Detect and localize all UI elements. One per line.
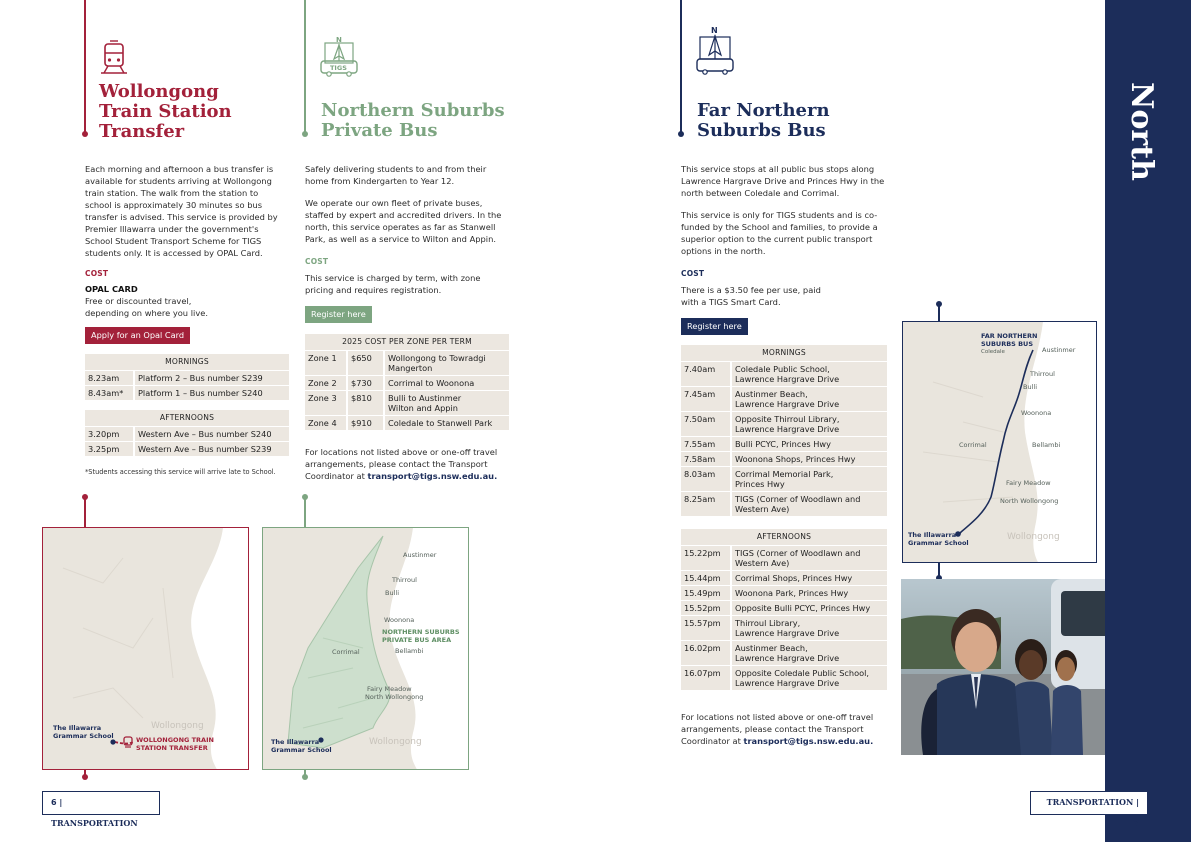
col3-cost-text: There is a $3.50 fee per use, paid with a TIGS Smart Card. <box>681 285 821 307</box>
col1-timeline-dot <box>82 131 88 137</box>
col2-paragraph-1: Safely delivering students to and from their home from Kindergarten to Year 12. <box>305 164 487 186</box>
northern-suburbs-map <box>262 527 469 770</box>
col1-timeline-top <box>84 0 86 133</box>
col1-title <box>99 82 232 142</box>
desc-cell: Western Ave – Bus number S240 <box>133 427 289 441</box>
table-row <box>681 412 887 436</box>
zone-cell: Zone 2 <box>305 376 346 390</box>
map-place-label: Bellambi <box>1032 441 1061 449</box>
map-land <box>263 528 469 770</box>
price-cell: $730 <box>346 376 383 390</box>
map-place-label: North Wollongong <box>365 693 424 701</box>
time-cell: 8.25am <box>681 492 730 516</box>
register-here-button[interactable]: Register here <box>681 318 748 335</box>
col2-map-connector-dot <box>302 494 308 500</box>
map-place-label: Austinmer <box>1042 346 1076 354</box>
col2-cost-label: COST <box>305 257 329 266</box>
map-place-label: Woonona <box>384 616 415 624</box>
desc-cell: Corrimal Memorial Park, Princes Hwy <box>730 467 887 491</box>
email-link[interactable]: transport@tigs.nsw.edu.au. <box>743 736 874 746</box>
col3-paragraph-2: This service is only for TIGS students and is co-funded by the School and families, to provide a superior option to the current public transport options in the north. <box>681 210 878 256</box>
map-school-label: The Illawarra Grammar School <box>53 724 114 740</box>
col3-title <box>697 101 830 141</box>
map-place-label: Fairy Meadow <box>367 685 412 693</box>
time-cell: 8.03am <box>681 467 730 491</box>
col3-title-line: Far Northern <box>697 100 830 121</box>
desc-cell: Platform 2 – Bus number S239 <box>133 371 289 385</box>
col1-body <box>85 163 285 259</box>
desc-cell: Thirroul Library, Lawrence Hargrave Drive <box>730 616 887 640</box>
table-row <box>681 467 887 491</box>
time-cell: 16.02pm <box>681 641 730 665</box>
map-town-label: Wollongong <box>369 737 422 747</box>
desc-cell: Austinmer Beach, Lawrence Hargrave Drive <box>730 387 887 411</box>
map-land <box>903 322 1097 563</box>
table-row <box>85 442 289 456</box>
table-row <box>681 571 887 585</box>
svg-text:N: N <box>336 36 342 44</box>
map-place-label: Bellambi <box>395 647 424 655</box>
area-cell: Coledale to Stanwell Park <box>383 416 509 430</box>
map-title: FAR NORTHERN SUBURBS BUS <box>981 332 1038 348</box>
desc-cell: Western Ave – Bus number S239 <box>133 442 289 456</box>
map-place-label: Thirroul <box>1030 370 1055 378</box>
table-row <box>681 546 887 570</box>
footer-left <box>42 791 160 828</box>
col2-body <box>305 163 508 255</box>
table-header: MORNINGS <box>85 354 289 370</box>
opal-card-text: Free or discounted travel, depending on where you live. <box>85 296 208 318</box>
desc-cell: Opposite Bulli PCYC, Princes Hwy <box>730 601 887 615</box>
table-row <box>305 391 509 415</box>
col1-map-connector-top <box>84 497 86 527</box>
time-cell: 15.44pm <box>681 571 730 585</box>
area-cell: Wollongong to Towradgi Mangerton <box>383 351 509 375</box>
zone-cell: Zone 4 <box>305 416 346 430</box>
time-cell: 7.45am <box>681 387 730 411</box>
map-school-label: The Illawarra Grammar School <box>908 531 969 547</box>
desc-cell: Opposite Thirroul Library, Lawrence Hargrave Drive <box>730 412 887 436</box>
desc-cell: Woonona Shops, Princes Hwy <box>730 452 887 466</box>
desc-cell: Austinmer Beach, Lawrence Hargrave Drive <box>730 641 887 665</box>
col3-contact <box>681 711 886 747</box>
area-cell: Bulli to Austinmer Wilton and Appin <box>383 391 509 415</box>
map-subtitle: Coledale <box>981 349 1005 355</box>
map-town-label: Wollongong <box>1007 532 1060 542</box>
col1-mornings-table <box>85 353 289 401</box>
table-header: MORNINGS <box>681 345 887 361</box>
far-northern-map <box>902 321 1097 563</box>
email-link[interactable]: transport@tigs.nsw.edu.au. <box>367 471 498 481</box>
col2-title-line: Private Bus <box>321 120 438 141</box>
col2-timeline-top <box>304 0 306 133</box>
time-cell: 15.49pm <box>681 586 730 600</box>
time-cell: 3.25pm <box>85 442 133 456</box>
table-row <box>85 371 289 385</box>
time-cell: 15.57pm <box>681 616 730 640</box>
table-header: AFTERNOONS <box>85 410 289 426</box>
map-area-label: NORTHERN SUBURBS PRIVATE BUS AREA <box>382 628 460 644</box>
register-here-button[interactable]: Register here <box>305 306 372 323</box>
table-row <box>681 666 887 690</box>
zone-cell: Zone 3 <box>305 391 346 415</box>
table-row <box>85 427 289 441</box>
side-tab <box>1105 0 1191 842</box>
zone-cost-table <box>305 333 509 431</box>
map-place-label: Corrimal <box>332 648 360 656</box>
desc-cell: TIGS (Corner of Woodlawn and Western Ave) <box>730 492 887 516</box>
col3-cost-label: COST <box>681 269 705 278</box>
desc-cell: Coledale Public School, Lawrence Hargrave Drive <box>730 362 887 386</box>
time-cell: 7.55am <box>681 437 730 451</box>
time-cell: 8.23am <box>85 371 133 385</box>
train-transfer-map <box>42 527 249 770</box>
table-row <box>681 586 887 600</box>
table-row <box>681 387 887 411</box>
col3-map-connector-dot <box>936 301 942 307</box>
footer-separator: | <box>1136 798 1139 807</box>
desc-cell: Corrimal Shops, Princes Hwy <box>730 571 887 585</box>
table-row <box>681 437 887 451</box>
table-row <box>681 492 887 516</box>
apply-opal-card-button[interactable]: Apply for an Opal Card <box>85 327 190 344</box>
table-header: 2025 COST PER ZONE PER TERM <box>305 334 509 350</box>
map-place-label: Austinmer <box>403 551 437 559</box>
col1-title-line: Wollongong <box>99 81 219 102</box>
col3-paragraph-1: This service stops at all public bus stops along Lawrence Hargrave Drive and Princes Hwy in the north between Coledale and Corrimal. <box>681 164 885 198</box>
map-route-label: WOLLONGONG TRAIN STATION TRANSFER <box>136 736 214 752</box>
tigs-bus-label: TIGS <box>330 64 347 72</box>
table-row <box>85 386 289 400</box>
map-place-label: Thirroul <box>392 576 417 584</box>
contact-text: For locations not listed above or one-off travel arrangements, please contact the Transport Coordinator at <box>681 712 874 746</box>
table-header: AFTERNOONS <box>681 529 887 545</box>
map-place-label: Bulli <box>385 589 399 597</box>
table-row <box>681 616 887 640</box>
map-place-label: Fairy Meadow <box>1006 479 1051 487</box>
map-place-label: North Wollongong <box>1000 497 1059 505</box>
time-cell: 8.43am* <box>85 386 133 400</box>
col2-title <box>321 101 505 141</box>
page-number: 6 <box>51 798 57 807</box>
price-cell: $650 <box>346 351 383 375</box>
time-cell: 7.40am <box>681 362 730 386</box>
time-cell: 15.22pm <box>681 546 730 570</box>
col1-title-line: Train Station <box>99 101 232 122</box>
price-cell: $810 <box>346 391 383 415</box>
time-cell: 15.52pm <box>681 601 730 615</box>
table-row <box>305 416 509 430</box>
footer-label: TRANSPORTATION <box>1046 797 1134 807</box>
col1-map-connector-dot <box>82 494 88 500</box>
col3-title-line: Suburbs Bus <box>697 120 826 141</box>
contact-text: For locations not listed above or one-off travel arrangements, please contact the Transport Coordinator at <box>305 447 498 481</box>
time-cell: 3.20pm <box>85 427 133 441</box>
desc-cell: TIGS (Corner of Woodlawn and Western Ave) <box>730 546 887 570</box>
col3-mornings-table <box>681 344 887 517</box>
col2-cost-text: This service is charged by term, with zone pricing and requires registration. <box>305 273 481 295</box>
map-place-label: Corrimal <box>959 441 987 449</box>
col1-description: Each morning and afternoon a bus transfer is available for students arriving at Wollongong train station. The walk from the station to school is approximately 30 minutes so bus transfer is advised. This service is provided by Premier Illawarra under the government's School Student Transport Scheme for TIGS students only. It is accessed by OPAL Card. <box>85 164 278 258</box>
desc-cell: Platform 1 – Bus number S240 <box>133 386 289 400</box>
col2-title-line: Northern Suburbs <box>321 100 505 121</box>
table-row <box>681 452 887 466</box>
zone-cell: Zone 1 <box>305 351 346 375</box>
time-cell: 7.50am <box>681 412 730 436</box>
train-icon <box>99 40 129 76</box>
footer-right <box>1030 791 1148 828</box>
col2-map-connector-dot-bottom <box>302 774 308 780</box>
col3-afternoons-table <box>681 528 887 691</box>
col1-opal-block <box>85 283 225 319</box>
bus-compass-icon <box>696 25 736 77</box>
table-row <box>681 362 887 386</box>
col3-timeline-top <box>680 0 682 133</box>
col3-body <box>681 163 886 267</box>
footer-separator: | <box>59 798 63 807</box>
col2-paragraph-2: We operate our own fleet of private buses, staffed by expert and accredited drivers. In the north, this service operates as far as Stanwell Park, as well as a service to Wilton and Appin. <box>305 198 502 244</box>
col1-cost-label: COST <box>85 269 109 278</box>
table-row <box>681 641 887 665</box>
col3-timeline-dot <box>678 131 684 137</box>
desc-cell: Woonona Park, Princes Hwy <box>730 586 887 600</box>
train-map-icon <box>122 736 134 748</box>
col1-map-connector-dot-bottom <box>82 774 88 780</box>
col1-afternoons-table <box>85 409 289 457</box>
col1-title-line: Transfer <box>99 121 185 142</box>
map-school-label: The Illawarra Grammar School <box>271 738 332 754</box>
page-number: 7 <box>1133 819 1139 828</box>
table-row <box>305 376 509 390</box>
col1-footnote: *Students accessing this service will arrive late to School. <box>85 468 276 476</box>
svg-text:N: N <box>711 26 718 35</box>
desc-cell: Bulli PCYC, Princes Hwy <box>730 437 887 451</box>
side-tab-label: North <box>1124 82 1159 181</box>
col2-map-connector-top <box>304 497 306 527</box>
col2-timeline-dot <box>302 131 308 137</box>
map-town-label: Wollongong <box>151 721 204 731</box>
col2-contact <box>305 446 510 482</box>
map-place-label: Woonona <box>1021 409 1052 417</box>
bus-compass-icon <box>319 35 359 77</box>
footer-label: TRANSPORTATION <box>51 818 138 828</box>
opal-card-heading: OPAL CARD <box>85 284 138 294</box>
desc-cell: Opposite Coledale Public School, Lawrence Hargrave Drive <box>730 666 887 690</box>
price-cell: $910 <box>346 416 383 430</box>
time-cell: 7.58am <box>681 452 730 466</box>
area-cell: Corrimal to Woonona <box>383 376 509 390</box>
time-cell: 16.07pm <box>681 666 730 690</box>
table-row <box>305 351 509 375</box>
map-place-label: Bulli <box>1023 383 1037 391</box>
table-row <box>681 601 887 615</box>
